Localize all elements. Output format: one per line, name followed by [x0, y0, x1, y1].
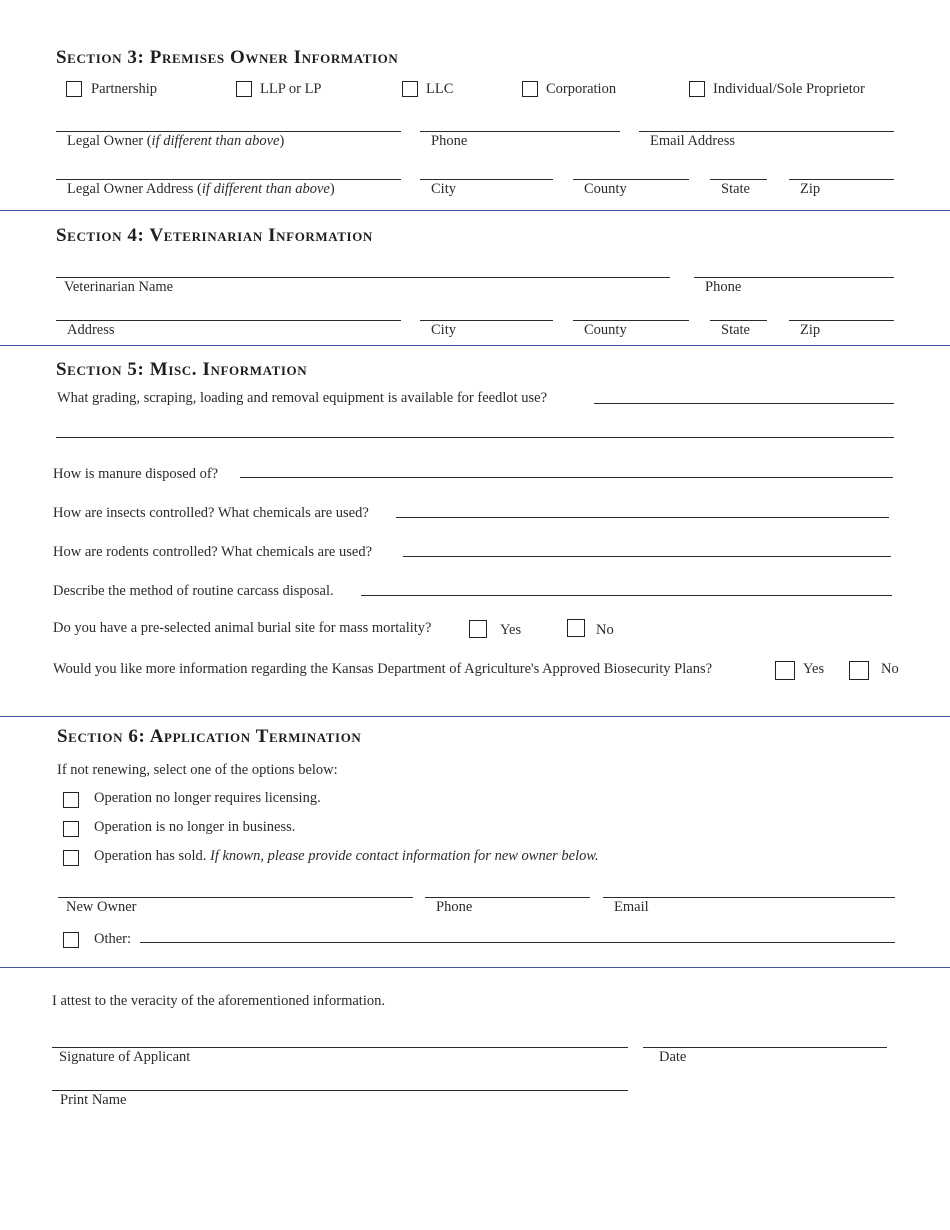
section-5-title: Section 5: Misc. Information [56, 359, 308, 380]
legal-owner-field[interactable] [56, 131, 401, 132]
owner-county-label: County [584, 181, 627, 197]
owner-county-field[interactable] [573, 179, 689, 180]
vet-county-field[interactable] [573, 320, 689, 321]
burial-question: Do you have a pre-selected animal burial site for mass mortality? [53, 620, 432, 636]
vet-phone-label: Phone [705, 279, 742, 295]
owner-zip-field[interactable] [789, 179, 894, 180]
section-4-title: Section 4: Veterinarian Information [56, 225, 373, 246]
vet-city-field[interactable] [420, 320, 553, 321]
manure-answer-field[interactable] [240, 477, 893, 478]
owner-address-field[interactable] [56, 179, 401, 180]
vet-zip-label: Zip [800, 322, 821, 338]
insects-answer-field[interactable] [396, 517, 889, 518]
print-name-label: Print Name [60, 1092, 127, 1108]
owner-address-label: Legal Owner Address (if different than above) [67, 181, 335, 197]
vet-city-label: City [431, 322, 456, 338]
vet-phone-field[interactable] [694, 277, 894, 278]
owner-phone-label: Phone [431, 133, 468, 149]
biosecurity-question: Would you like more information regarding the Kansas Department of Agriculture's Approved Biosecurity Plans? [53, 661, 713, 677]
vet-state-label: State [721, 322, 750, 338]
no-license-checkbox[interactable] [63, 792, 79, 808]
section-divider [0, 210, 950, 211]
attestation-statement: I attest to the veracity of the aforementioned information. [52, 993, 385, 1009]
date-field[interactable] [643, 1047, 887, 1048]
carcass-answer-field[interactable] [361, 595, 892, 596]
new-owner-email-label: Email [614, 899, 649, 915]
owner-email-field[interactable] [639, 131, 894, 132]
other-checkbox[interactable] [63, 932, 79, 948]
partnership-label: Partnership [91, 81, 158, 97]
corporation-checkbox[interactable] [522, 81, 538, 97]
signature-label: Signature of Applicant [59, 1049, 191, 1065]
vet-address-field[interactable] [56, 320, 401, 321]
vet-name-field[interactable] [56, 277, 670, 278]
sold-label: Operation has sold. If known, please provide contact information for new owner below. [94, 848, 599, 864]
new-owner-label: New Owner [66, 899, 137, 915]
date-label: Date [659, 1049, 687, 1065]
manure-question: How is manure disposed of? [53, 466, 219, 482]
llc-checkbox[interactable] [402, 81, 418, 97]
section-divider [0, 967, 950, 968]
no-license-label: Operation no longer requires licensing. [94, 790, 321, 806]
llc-label: LLC [426, 81, 454, 97]
partnership-checkbox[interactable] [66, 81, 82, 97]
owner-state-field[interactable] [710, 179, 767, 180]
new-owner-field[interactable] [58, 897, 413, 898]
section-divider [0, 716, 950, 717]
biosecurity-yes-label: Yes [803, 661, 825, 677]
vet-county-label: County [584, 322, 627, 338]
biosecurity-no-checkbox[interactable] [849, 661, 869, 680]
owner-email-label: Email Address [650, 133, 735, 149]
legal-owner-label: Legal Owner (if different than above) [67, 133, 285, 149]
termination-intro: If not renewing, select one of the options below: [57, 762, 338, 778]
new-owner-phone-label: Phone [436, 899, 473, 915]
vet-zip-field[interactable] [789, 320, 894, 321]
biosecurity-no-label: No [881, 661, 899, 677]
other-label: Other: [94, 931, 132, 947]
other-answer-field[interactable] [140, 942, 895, 943]
owner-city-field[interactable] [420, 179, 553, 180]
new-owner-email-field[interactable] [603, 897, 895, 898]
section-divider [0, 345, 950, 346]
insects-question: How are insects controlled? What chemicals are used? [53, 505, 369, 521]
sold-checkbox[interactable] [63, 850, 79, 866]
carcass-question: Describe the method of routine carcass disposal. [53, 583, 334, 599]
signature-field[interactable] [52, 1047, 628, 1048]
burial-yes-checkbox[interactable] [469, 620, 487, 638]
section-6-title: Section 6: Application Termination [57, 726, 362, 747]
vet-address-label: Address [67, 322, 115, 338]
no-business-label: Operation is no longer in business. [94, 819, 296, 835]
equipment-answer-field-2[interactable] [56, 437, 894, 438]
vet-state-field[interactable] [710, 320, 767, 321]
owner-city-label: City [431, 181, 456, 197]
no-business-checkbox[interactable] [63, 821, 79, 837]
rodents-question: How are rodents controlled? What chemicals are used? [53, 544, 372, 560]
new-owner-phone-field[interactable] [425, 897, 590, 898]
individual-label: Individual/Sole Proprietor [713, 81, 865, 97]
llp-lp-checkbox[interactable] [236, 81, 252, 97]
burial-no-checkbox[interactable] [567, 619, 585, 637]
owner-zip-label: Zip [800, 181, 821, 197]
rodents-answer-field[interactable] [403, 556, 891, 557]
biosecurity-yes-checkbox[interactable] [775, 661, 795, 680]
owner-state-label: State [721, 181, 750, 197]
individual-checkbox[interactable] [689, 81, 705, 97]
llp-lp-label: LLP or LP [260, 81, 322, 97]
corporation-label: Corporation [546, 81, 617, 97]
burial-yes-label: Yes [500, 622, 522, 638]
vet-name-label: Veterinarian Name [64, 279, 174, 295]
equipment-question: What grading, scraping, loading and removal equipment is available for feedlot use? [57, 390, 548, 406]
owner-phone-field[interactable] [420, 131, 620, 132]
print-name-field[interactable] [52, 1090, 628, 1091]
equipment-answer-field[interactable] [594, 403, 894, 404]
section-3-title: Section 3: Premises Owner Information [56, 47, 399, 68]
burial-no-label: No [596, 622, 614, 638]
